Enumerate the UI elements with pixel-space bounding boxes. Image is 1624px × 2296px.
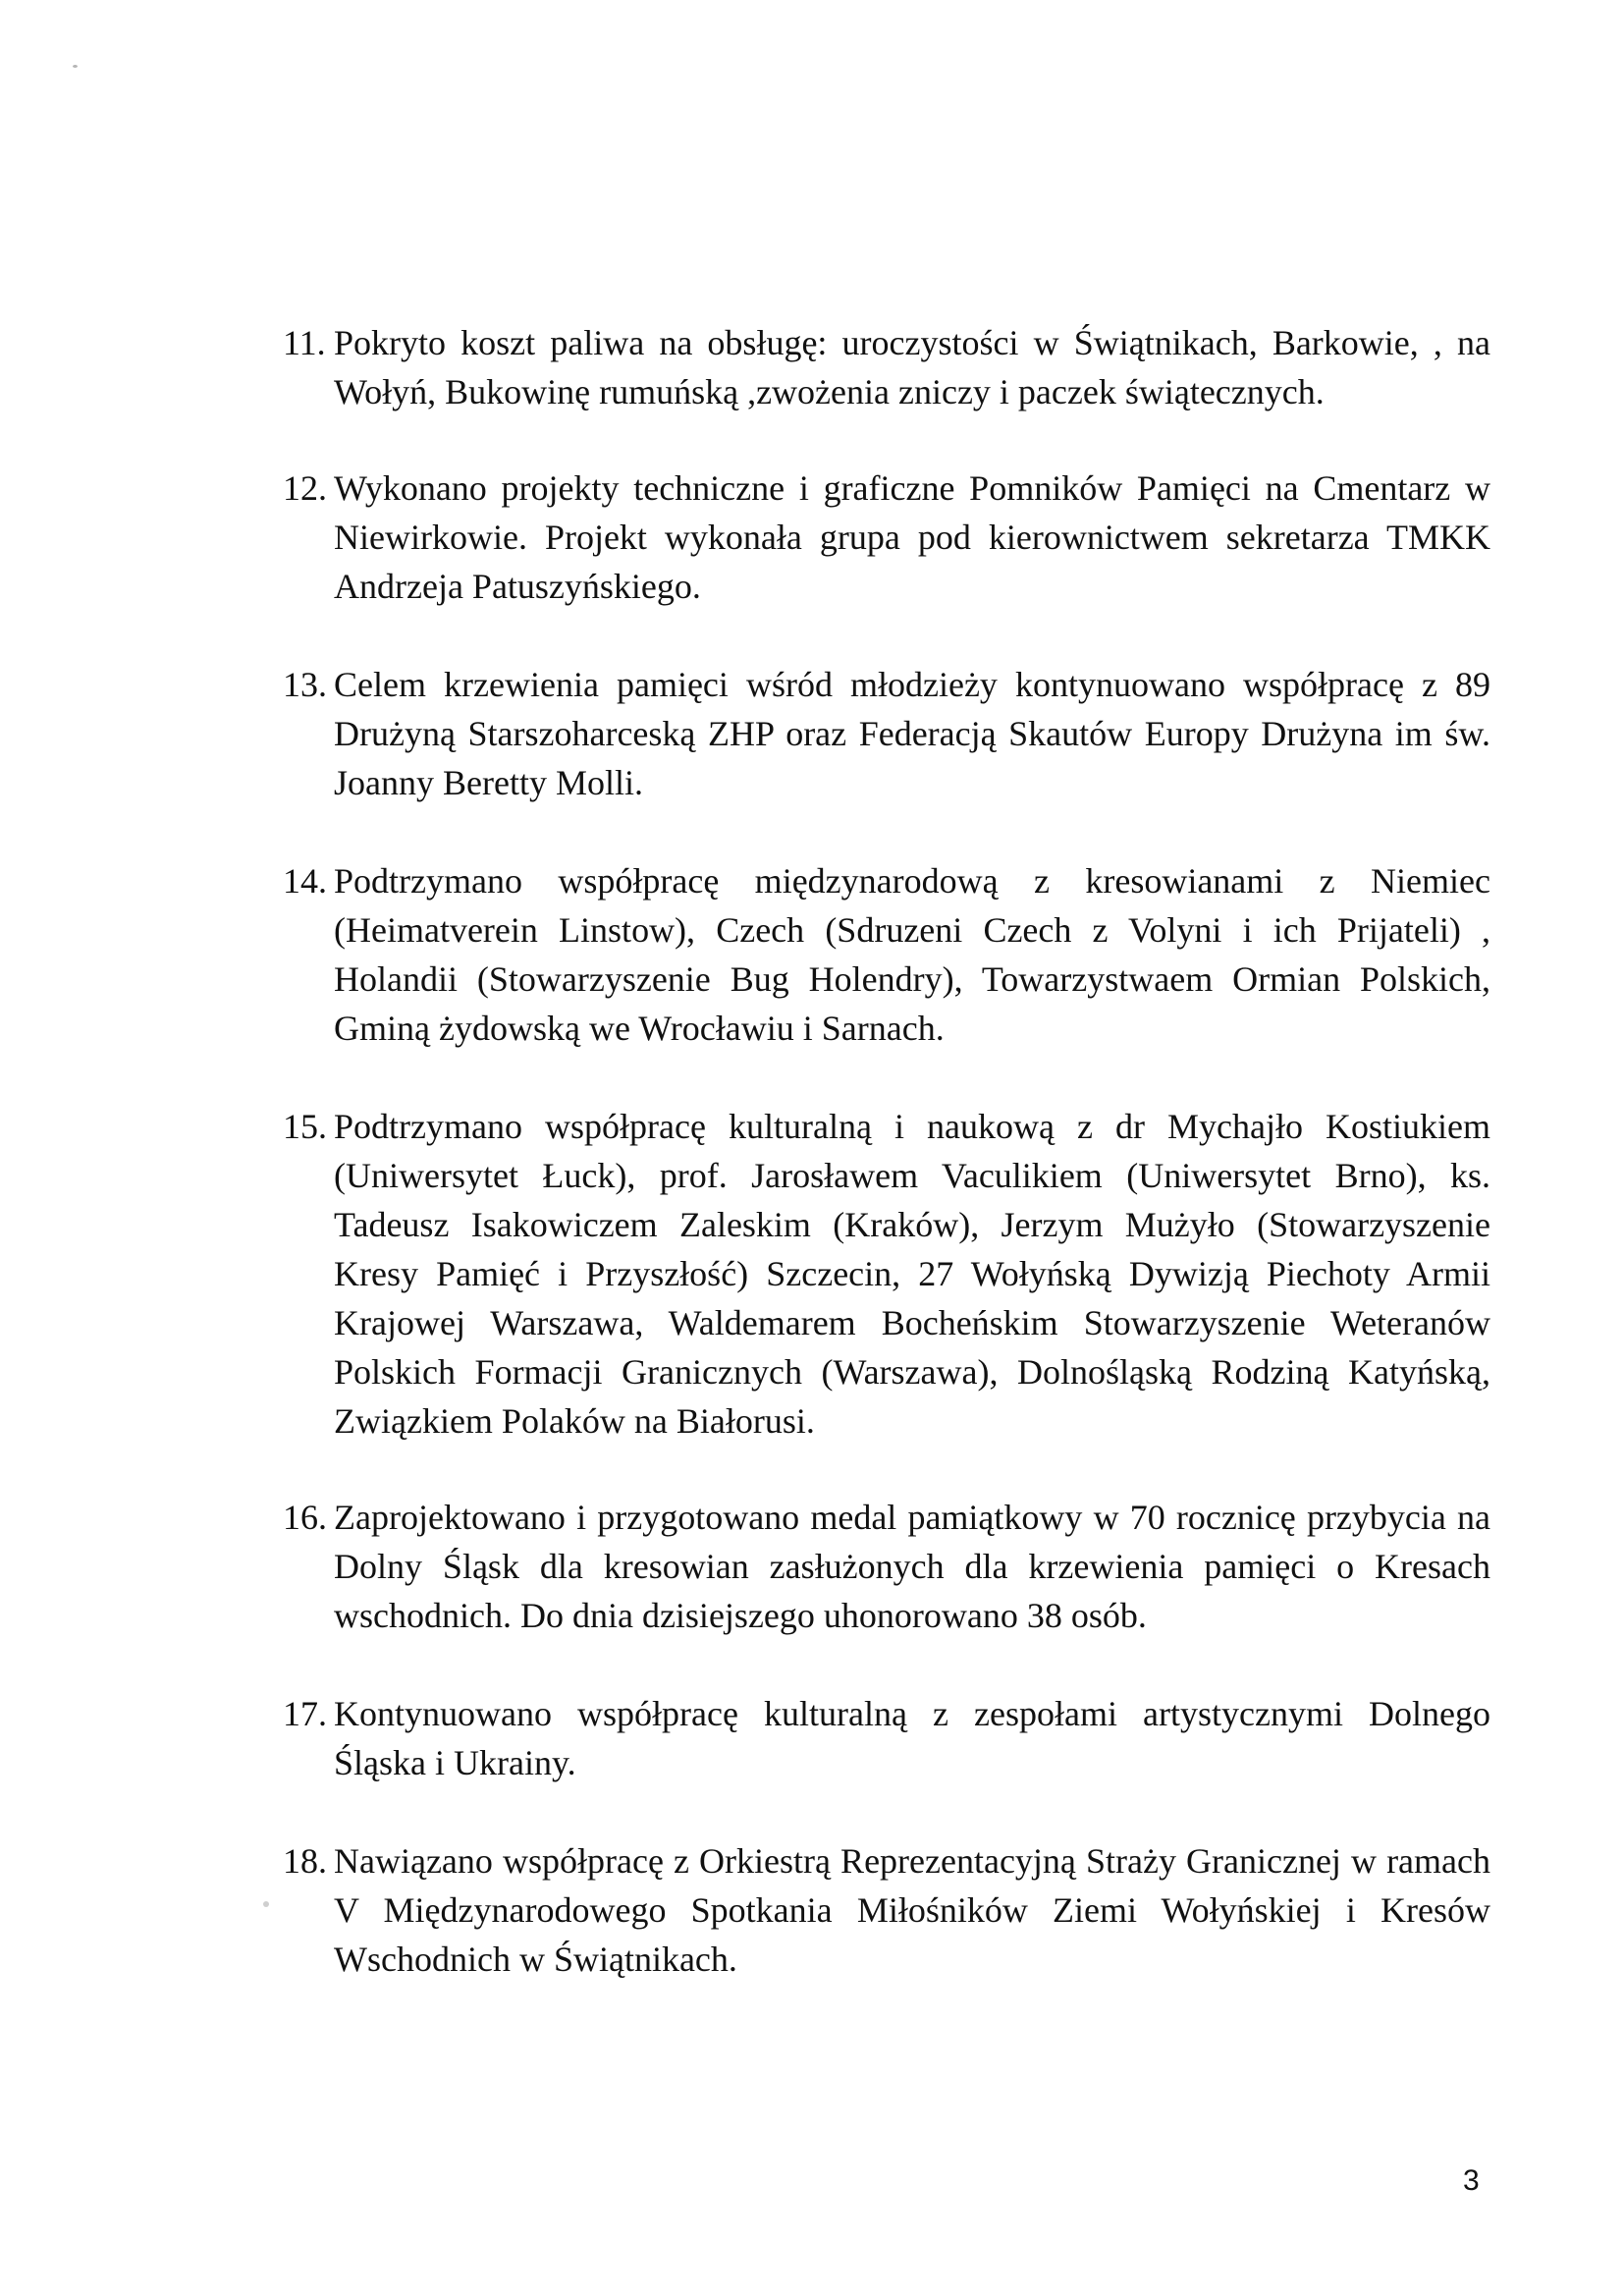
item-number: 13.: [283, 665, 327, 704]
list-item: [283, 1689, 1490, 1787]
item-number: 18.: [283, 1841, 327, 1881]
item-number: 11.: [283, 323, 326, 362]
item-number: 12.: [283, 468, 327, 508]
numbered-list: [283, 318, 1490, 1984]
item-text: Kontynuowano współpracę kulturalną z zespołami artystycznymi Dolnego Śląska i Ukrainy.: [334, 1694, 1490, 1782]
page-number: 3: [1463, 2164, 1480, 2197]
list-item: [283, 1836, 1490, 1984]
item-text: Wykonano projekty techniczne i graficzne Pomników Pamięci na Cmentarz w Niewirkowie. Projekt wykonała grupa pod kierownictwem sekretarza TMKK Andrzeja Patuszyńskiego.: [334, 468, 1490, 606]
list-item: [283, 318, 1490, 416]
item-text: Celem krzewienia pamięci wśród młodzieży kontynuowano współpracę z 89 Drużyną Starszoharceską ZHP oraz Federacją Skautów Europy Drużyna im św. Joanny Beretty Molli.: [334, 665, 1490, 802]
item-text: Podtrzymano współpracę kulturalną i naukową z dr Mychajło Kostiukiem (Uniwersytet Łuck), prof. Jarosławem Vaculikiem (Uniwersytet Brno), ks. Tadeusz Isakowiczem Zaleskim (Kraków), Jerzym Mużyło (Stowarzyszenie Kresy Pamięć i Przyszłość) Szczecin, 27 Wołyńską Dywizją Piechoty Armii Krajowej Warszawa, Waldemarem Bocheńskim Stowarzyszenie Weteranów Polskich Formacji Granicznych (Warszawa), Dolnośląską Rodziną Katyńską, Związkiem Polaków na Białorusi.: [334, 1107, 1490, 1441]
item-text: Zaprojektowano i przygotowano medal pamiątkowy w 70 rocznicę przybycia na Dolny Śląsk dla kresowian zasłużonych dla krzewienia pamięci o Kresach wschodnich. Do dnia dzisiejszego uhonorowano 38 osób.: [334, 1498, 1490, 1635]
list-item: [283, 856, 1490, 1053]
item-number: 14.: [283, 861, 327, 901]
list-item: [283, 464, 1490, 611]
item-text: Podtrzymano współpracę międzynarodową z kresowianami z Niemiec (Heimatverein Linstow), Czech (Sdruzeni Czech z Volyni i ich Prijateli) , Holandii (Stowarzyszenie Bug Holendry), Towarzystwaem Ormian Polskich, Gminą żydowską we Wrocławiu i Sarnach.: [334, 861, 1490, 1048]
list-item: [283, 1102, 1490, 1446]
item-text: Pokryto koszt paliwa na obsługę: uroczystości w Świątnikach, Barkowie, , na Wołyń, Bukowinę rumuńską ,zwożenia zniczy i paczek świątecznych.: [334, 323, 1490, 411]
item-number: 17.: [283, 1694, 327, 1733]
item-text: Nawiązano współpracę z Orkiestrą Reprezentacyjną Straży Granicznej w ramach V Międzynarodowego Spotkania Miłośników Ziemi Wołyńskiej i Kresów Wschodnich w Świątnikach.: [334, 1841, 1490, 1979]
scan-speck: [73, 65, 78, 68]
item-number: 15.: [283, 1107, 327, 1146]
scan-speck: [263, 1901, 269, 1907]
item-number: 16.: [283, 1498, 327, 1537]
list-item: [283, 660, 1490, 807]
list-item: [283, 1493, 1490, 1640]
